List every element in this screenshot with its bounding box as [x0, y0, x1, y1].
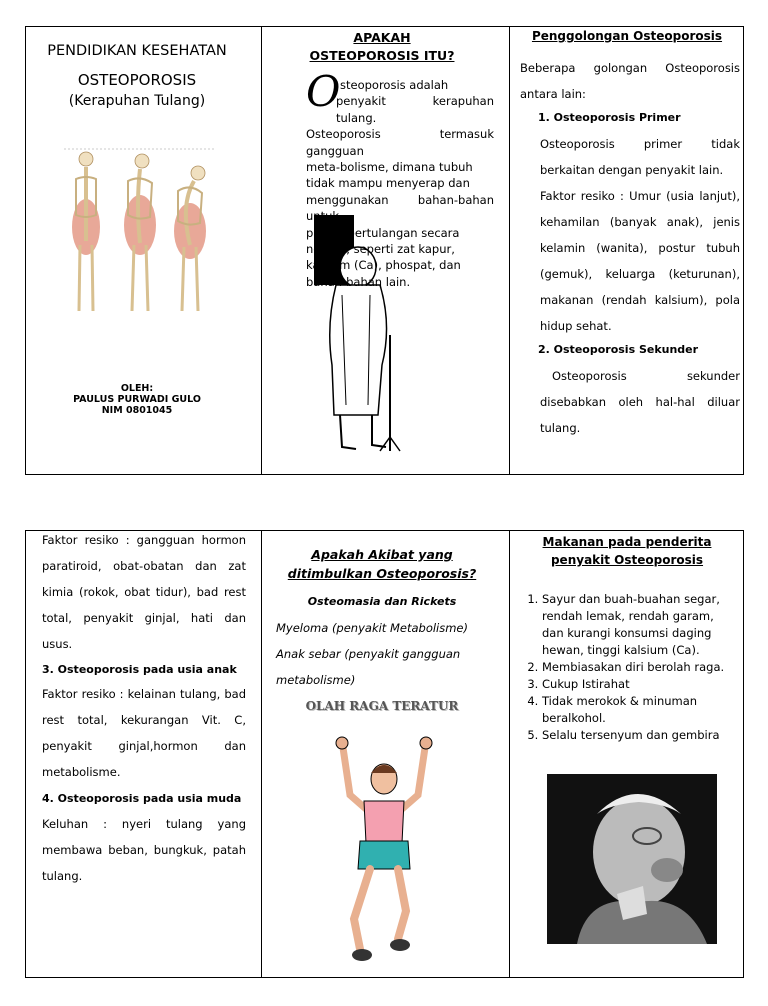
by-label: OLEH:: [120, 383, 154, 394]
effects-panel: [262, 531, 509, 977]
effects-title-line1: Apakah Akibat yang: [311, 547, 453, 562]
diet-list: [514, 591, 734, 744]
diet-list-container: [514, 591, 734, 744]
brochure-back-sheet: [25, 530, 744, 978]
definition-title-line1: APAKAH: [353, 30, 411, 45]
classification-intro: Beberapa golongan Osteoporosis antara lain:: [520, 61, 740, 101]
definition-line: meta-bolisme, dimana tubuh: [306, 160, 473, 175]
primary-risk-text: Faktor resiko : Umur (usia lanjut), kehamilan (banyak anak), jenis kelamin (wanita), postur tubuh (gemuk), keluarga (keturunan), makanan (rendah kalsium), pola hidup sehat.: [540, 189, 740, 333]
definition-line: steoporosis adalah: [340, 78, 449, 92]
diet-panel: [510, 531, 744, 977]
brochure-front-sheet: [25, 26, 744, 475]
diet-item: 3. Cukup Istirahat: [542, 676, 734, 693]
effect-item: Anak sebar (penyakit gangguan metabolisme): [276, 647, 461, 687]
cover-subtitle: (Kerapuhan Tulang): [68, 93, 206, 109]
diet-item: 2. Membiasakan diri berolah raga.: [542, 659, 734, 676]
youth-complaint-text: Keluhan : nyeri tulang yang membawa beban, bungkuk, patah tulang.: [42, 817, 246, 883]
exercise-banner: OLAH RAGA TERATUR: [305, 699, 459, 713]
definition-line: tidak mampu menyerap dan: [306, 176, 470, 191]
risk-factors-panel: [26, 531, 261, 977]
secondary-risk-text: Faktor resiko : gangguan hormon paratiroid, obat-obatan dan zat kimia (rokok, obat tidur), bad rest total, penyakit ginjal, hati dan usus.: [42, 533, 246, 651]
diet-title-line1: Makanan pada penderita: [542, 535, 712, 549]
effects-title: [262, 545, 502, 583]
definition-title: [262, 29, 502, 65]
runner-illustration: [314, 735, 454, 967]
diet-item: 4. Tidak merokok & minuman beralkohol.: [542, 693, 734, 727]
primary-text: Osteoporosis primer tidak berkaitan dengan penyakit lain.: [540, 137, 740, 177]
definition-line: penyakit kerapuhan tulang.: [336, 94, 494, 125]
definition-line: Osteoporosis termasuk gangguan: [306, 127, 494, 158]
diet-title-line2: penyakit Osteoporosis: [550, 553, 704, 567]
drop-cap: O: [306, 67, 341, 116]
effects-title-line2: ditimbulkan Osteoporosis?: [287, 566, 477, 581]
cover-panel: [26, 27, 261, 474]
definition-title-line2: OSTEOPOROSIS ITU?: [309, 48, 455, 63]
effect-item: Myeloma (penyakit Metabolisme): [276, 621, 468, 635]
definition-line: normal, seperti zat kapur,: [306, 242, 455, 257]
cover-title: OSTEOPOROSIS: [77, 71, 197, 89]
cover-header: PENDIDIKAN KESEHATAN: [47, 43, 227, 59]
author-name: PAULUS PURWADI GULO: [73, 394, 201, 405]
definition-line: bahan-bahan lain.: [306, 274, 411, 289]
secondary-heading: 2. Osteoporosis Sekunder: [538, 343, 699, 356]
definition-text: [306, 77, 494, 290]
definition-line: kalsium (Ca), phospat, dan: [306, 258, 461, 273]
primary-heading: 1. Osteoporosis Primer: [538, 111, 681, 124]
diet-item: 5. Selalu tersenyum dan gembira: [542, 727, 734, 744]
diet-item: 1. Sayur dan buah-buahan segar, rendah lemak, rendah garam, dan kurangi konsumsi daging hewan, tinggi kalsium (Ca).: [542, 591, 734, 659]
secondary-text: Osteoporosis sekunder disebabkan oleh hal-hal diluar tulang.: [540, 369, 740, 435]
child-risk-text: Faktor resiko : kelainan tulang, bad rest total, kekurangan Vit. C, penyakit ginjal,hormon dan metabolisme.: [42, 687, 246, 779]
effects-subheading: Osteomasia dan Rickets: [307, 595, 457, 608]
definition-line: proses pertulangan secara: [306, 225, 460, 240]
youth-heading: 4. Osteoporosis pada usia muda: [42, 792, 242, 805]
author-nim: NIM 0801045: [101, 405, 173, 416]
skeleton-posture-illustration: [64, 145, 214, 315]
classification-panel: [510, 27, 744, 474]
definition-line: menggunakan bahan-bahan untuk: [306, 192, 494, 224]
classification-title: Penggolongan Osteoporosis: [531, 29, 723, 43]
diet-title: [510, 533, 744, 569]
elderly-man-eating-photo: [547, 774, 717, 944]
definition-panel: [262, 27, 509, 474]
author-block: [26, 383, 248, 416]
child-heading: 3. Osteoporosis pada usia anak: [42, 663, 237, 676]
